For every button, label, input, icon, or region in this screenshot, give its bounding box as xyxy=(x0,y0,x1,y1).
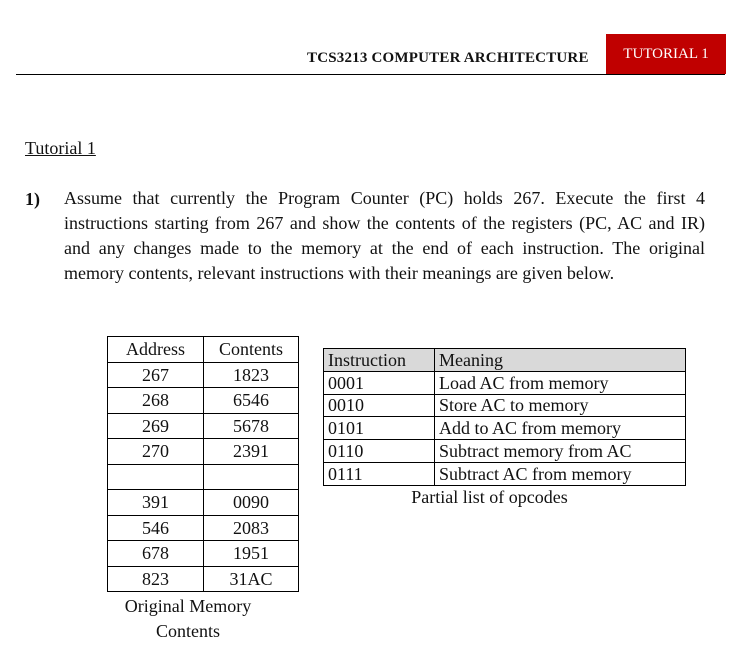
opcode-cell: 0110 xyxy=(324,440,435,463)
meaning-cell: Subtract memory from AC xyxy=(435,440,686,463)
table-header-cell: Contents xyxy=(204,337,299,363)
contents-cell: 0090 xyxy=(204,490,299,516)
contents-cell: 1823 xyxy=(204,362,299,388)
meaning-cell: Store AC to memory xyxy=(435,394,686,417)
header-divider xyxy=(16,74,725,75)
table-header-row xyxy=(108,337,299,363)
meaning-cell: Subtract AC from memory xyxy=(435,462,686,485)
address-cell: 391 xyxy=(108,490,204,516)
contents-cell xyxy=(204,464,299,490)
table-row xyxy=(324,371,686,394)
question-number: 1) xyxy=(25,189,40,209)
table-row xyxy=(324,417,686,440)
opcode-table-caption: Partial list of opcodes xyxy=(411,487,568,507)
address-cell: 268 xyxy=(108,388,204,414)
address-cell: 270 xyxy=(108,439,204,465)
contents-cell: 5678 xyxy=(204,413,299,439)
section-title: Tutorial 1 xyxy=(25,138,96,158)
contents-cell: 1951 xyxy=(204,541,299,567)
table-row xyxy=(108,566,299,592)
address-cell: 678 xyxy=(108,541,204,567)
contents-cell: 31AC xyxy=(204,566,299,592)
memory-caption-line2: Contents xyxy=(155,621,220,641)
table-row xyxy=(108,388,299,414)
memory-table xyxy=(107,336,299,592)
table-row xyxy=(324,394,686,417)
table-row xyxy=(108,362,299,388)
table-row xyxy=(324,462,686,485)
table-header-cell: Meaning xyxy=(435,349,686,372)
opcode-cell: 0001 xyxy=(324,371,435,394)
contents-cell: 2391 xyxy=(204,439,299,465)
opcode-table xyxy=(323,348,686,486)
opcode-cell: 0010 xyxy=(324,394,435,417)
memory-table-caption xyxy=(107,594,269,644)
table-header-cell: Address xyxy=(108,337,204,363)
table-row xyxy=(108,490,299,516)
table-row xyxy=(108,413,299,439)
table-row xyxy=(324,440,686,463)
table-row xyxy=(108,464,299,490)
question-text: Assume that currently the Program Counter (PC) holds 267. Execute the first 4 instructions starting from 267 and show the contents of the registers (PC, AC and IR) and any changes made to the memory at the end of each instruction. The original memory contents, relevant instructions with their meanings are given below. xyxy=(64,188,705,283)
meaning-cell: Add to AC from memory xyxy=(435,417,686,440)
memory-caption-line1: Original Memory xyxy=(124,596,252,616)
table-row xyxy=(108,515,299,541)
contents-cell: 6546 xyxy=(204,388,299,414)
tutorial-badge: TUTORIAL 1 xyxy=(606,34,726,74)
meaning-cell: Load AC from memory xyxy=(435,371,686,394)
header-title: TCS3213 COMPUTER ARCHITECTURE xyxy=(307,50,589,66)
opcode-cell: 0111 xyxy=(324,462,435,485)
table-row xyxy=(108,541,299,567)
address-cell: 267 xyxy=(108,362,204,388)
table-row xyxy=(108,439,299,465)
address-cell xyxy=(108,464,204,490)
contents-cell: 2083 xyxy=(204,515,299,541)
address-cell: 823 xyxy=(108,566,204,592)
table-header-cell: Instruction xyxy=(324,349,435,372)
address-cell: 546 xyxy=(108,515,204,541)
opcode-cell: 0101 xyxy=(324,417,435,440)
table-header-row xyxy=(324,349,686,372)
address-cell: 269 xyxy=(108,413,204,439)
